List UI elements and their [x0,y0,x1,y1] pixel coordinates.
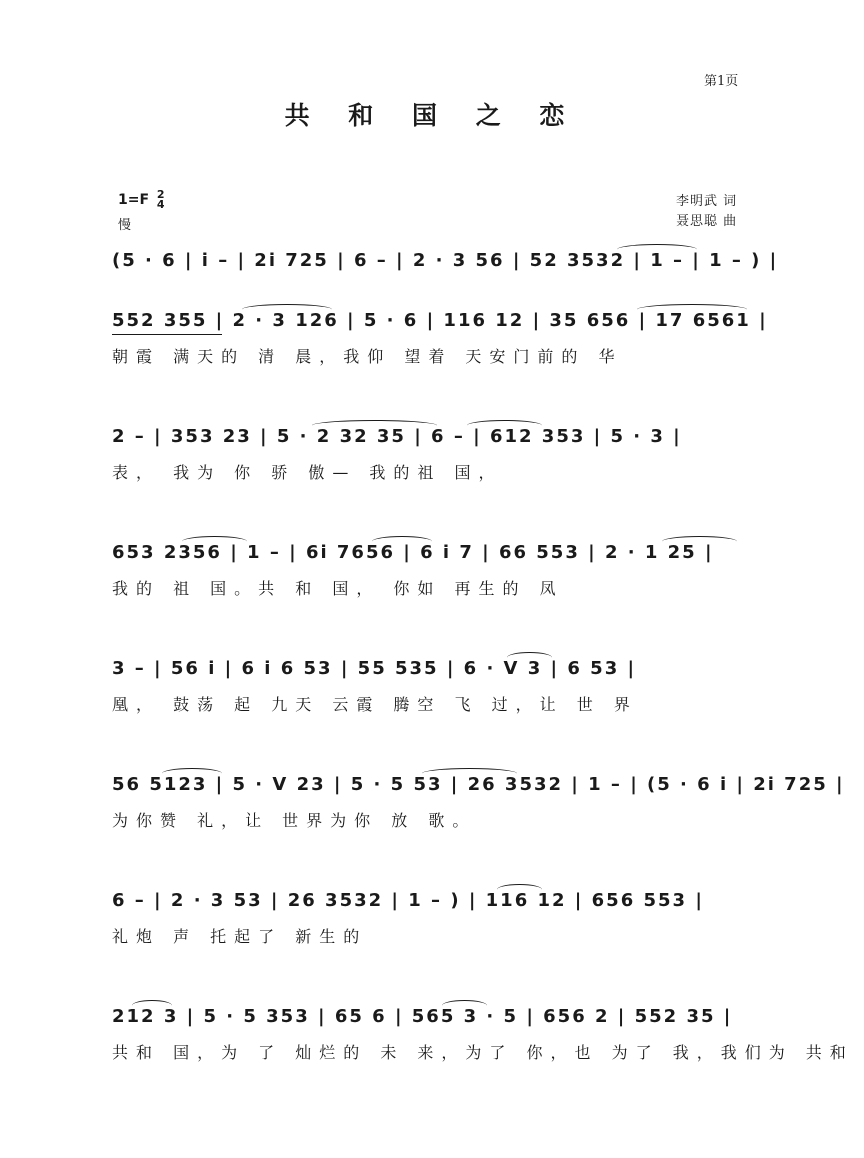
lyric-line: 礼炮 声 托起了 新生的 [112,927,368,946]
slur [372,536,432,547]
slur [312,420,437,431]
slur [422,768,517,779]
slur [662,536,737,547]
lyricist-credit: 李明武 词 [676,194,738,209]
composer-credit: 聂思聪 曲 [676,214,738,229]
notation-line: 56 5123 | 5 · V 23 | 5 · 5 53 | 26 3532 | 1 – | (5 · 6 i | 2i 725 | [112,774,845,795]
time-signature [157,190,165,210]
notation-line: 3 – | 56 i | 6 i 6 53 | 55 535 | 6 · V 3 | 6 53 | [112,658,637,679]
underline [112,334,222,335]
lyric-line: 我的 祖 国。共 和 国， 你如 再生的 凤 [112,579,564,598]
notation-line: 2 – | 353 23 | 5 · 2 32 35 | 6 – | 612 353 | 5 · 3 | [112,426,682,447]
slur [497,884,542,895]
score-system-8 [112,1000,854,1110]
notation-line: (5 · 6 | i – | 2i 725 | 6 – | 2 · 3 56 | 52 3532 | 1 – | 1 – ) | [112,250,779,271]
slur [637,304,747,315]
score-system-5 [112,652,752,762]
notation-line: 212 3 | 5 · 5 353 | 65 6 | 565 3 · 5 | 656 2 | 552 35 | [112,1006,733,1027]
score-system-2 [112,304,768,414]
key-signature [118,190,165,210]
time-bottom: 4 [156,198,165,211]
time-top: 2 [156,188,165,201]
lyric-line: 为你赞 礼，让 世界为你 放 歌。 [112,811,477,830]
lyric-line: 共和 国，为 了 灿烂的 未 来，为了 你，也 为了 我，我们为 共和 [112,1043,854,1062]
score-system-6 [112,768,845,878]
key-text: 1=F [118,192,150,208]
tempo-marking: 慢 [118,218,132,233]
song-title: 共 和 国 之 恋 [284,101,580,130]
slur [182,536,247,547]
notation-line: 6 – | 2 · 3 53 | 26 3532 | 1 – ) | 116 12 | 656 553 | [112,890,704,911]
notation-line: 552 355 | 2 · 3 126 | 5 · 6 | 116 12 | 35 656 | 17 6561 | [112,310,768,331]
slur [162,768,222,779]
lyric-line: 凰， 鼓荡 起 九天 云霞 腾空 飞 过，让 世 界 [112,695,638,714]
score-system-7 [112,884,752,994]
lyric-line: 朝霞 满天的 清 晨，我仰 望着 天安门前的 华 [112,347,623,366]
notation-line: 653 2356 | 1 – | 6i 7656 | 6 i 7 | 66 553 | 2 · 1 25 | [112,542,714,563]
page-number: 第1页 [704,74,739,89]
slur [507,652,552,663]
slur [132,1000,172,1011]
lyric-line: 表， 我为 你 骄 傲— 我的祖 国， [112,463,503,482]
score-system-4 [112,536,752,646]
score-system-3 [112,420,752,530]
slur [617,244,697,255]
slur [467,420,542,431]
slur [442,1000,487,1011]
slur [242,304,332,315]
